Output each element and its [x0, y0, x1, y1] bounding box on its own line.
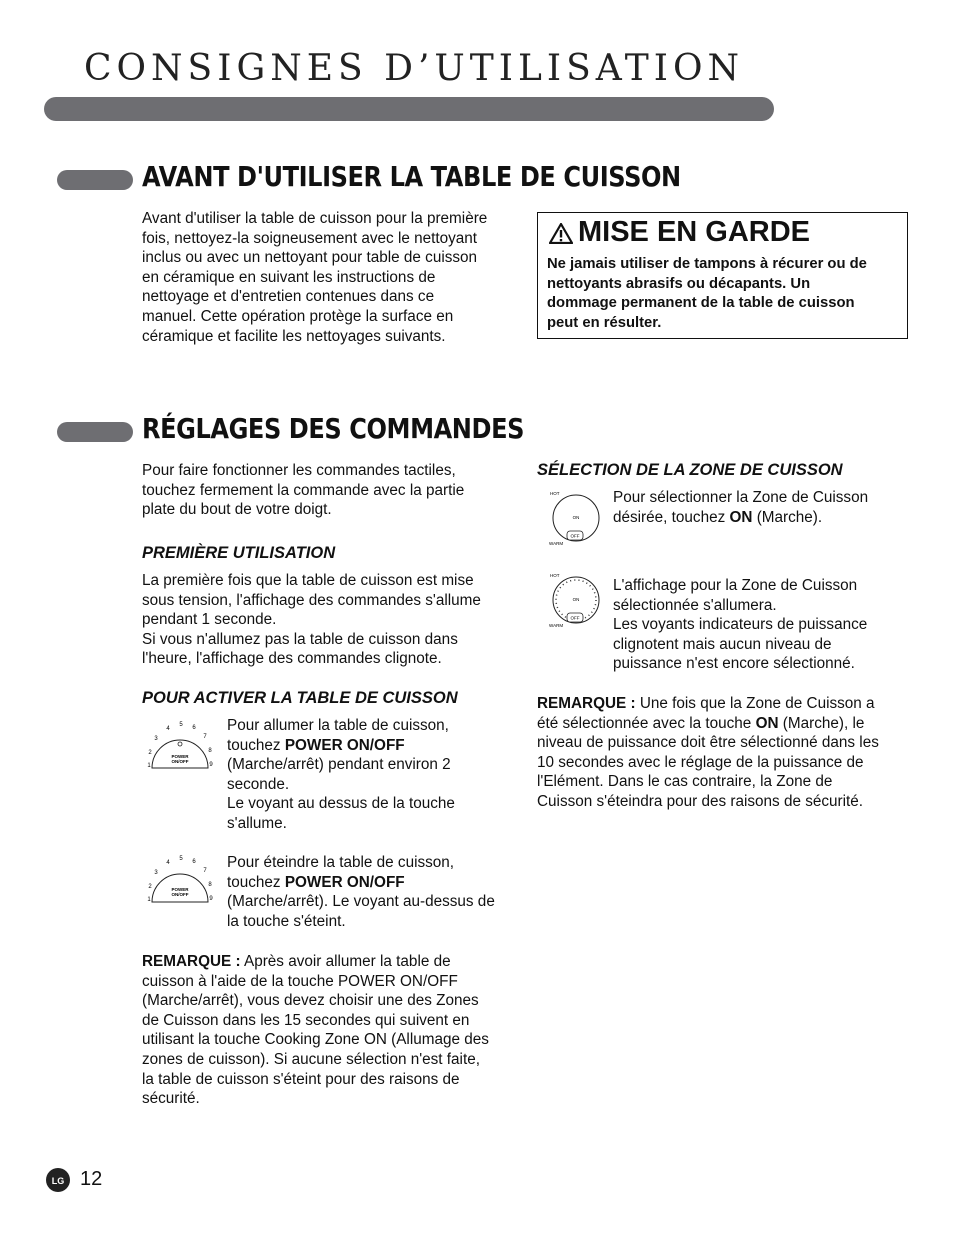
text-line: [537, 714, 908, 734]
text-line: sous tension, l'affichage des commandes s'allume: [142, 591, 481, 609]
text-span: touchez: [227, 736, 285, 754]
text-line: touchez fermement la commande avec la partie: [142, 481, 465, 499]
text-line: utilisant la touche Cooking Zone ON (Allumage des: [142, 1031, 489, 1049]
dial-number: 6: [192, 725, 196, 731]
dial-label: ON/OFF: [171, 759, 189, 764]
text-line: Pour éteindre la table de cuisson,: [227, 854, 455, 871]
dial-number: 8: [208, 882, 212, 888]
caution-box: [537, 212, 908, 339]
power-on-text: [227, 716, 527, 834]
subheading-activate: POUR ACTIVER LA TABLE DE CUISSON: [142, 689, 458, 707]
dial-number: 3: [154, 736, 158, 742]
text-line: puissance n'est encore sélectionné.: [613, 655, 855, 673]
section-marker: [57, 170, 133, 190]
zone-off-label: OFF: [570, 533, 580, 539]
text-span: Après avoir allumer la table de: [240, 953, 451, 970]
controls-intro-text: [142, 461, 527, 520]
text-line: l'Elément. Dans le cas contraire, la Zone de: [537, 773, 833, 791]
dial-number: 2: [148, 884, 152, 890]
text-line: [613, 508, 908, 528]
on-label: ON: [729, 508, 753, 526]
text-line: nettoyage et d'entretien contenues dans ce: [142, 288, 435, 306]
text-span: (Marche), le: [778, 714, 865, 732]
dial-number: 7: [203, 868, 207, 874]
power-on-off-label: POWER ON/OFF: [284, 873, 405, 891]
section-heading-before-use: AVANT D'UTILISER LA TABLE DE CUISSON: [142, 160, 681, 193]
text-line: la table de cuisson s'éteint pour des raisons de: [142, 1070, 460, 1088]
text-line: cuisson à l'aide de la touche POWER ON/OFF: [142, 972, 458, 990]
page-number: 12: [80, 1168, 103, 1190]
dial-label: POWER: [171, 887, 189, 892]
lg-logo: [44, 1166, 72, 1194]
zone-warm-label: WARM: [549, 541, 564, 546]
text-line: clignotent mais aucun niveau de: [613, 635, 832, 653]
section-heading-controls: RÉGLAGES DES COMMANDES: [142, 412, 525, 445]
power-dial-off-illustration: [140, 850, 218, 908]
text-line: Le voyant au dessus de la touche: [227, 795, 455, 813]
text-span: désirée, touchez: [613, 508, 730, 526]
dial-number: 2: [148, 750, 152, 756]
text-line: la touche s'éteint.: [227, 912, 346, 930]
text-line: L'affichage pour la Zone de Cuisson: [613, 577, 858, 594]
text-line: La première fois que la table de cuisson est mise: [142, 572, 474, 589]
dial-number: 1: [147, 763, 151, 769]
text-line: l'heure, l'affichage des commandes clignote.: [142, 650, 442, 668]
dial-number: 5: [179, 722, 183, 728]
zone-on-label: ON: [572, 597, 580, 602]
dial-number: 9: [209, 762, 213, 768]
on-label: ON: [755, 714, 779, 732]
dial-number: 4: [166, 860, 170, 866]
zone-hot-label: HOT: [550, 573, 560, 578]
text-span: Une fois que la Zone de Cuisson a: [635, 695, 875, 712]
note-label: REMARQUE :: [142, 953, 241, 970]
text-line: 10 secondes avec le réglage de la puissance de: [537, 753, 864, 771]
dial-number: 6: [192, 859, 196, 865]
text-line: [227, 736, 527, 756]
zone-note: [537, 694, 908, 812]
text-line: Ne jamais utiliser de tampons à récurer ou de: [547, 256, 867, 272]
dial-number: 3: [154, 870, 158, 876]
warning-icon: [549, 223, 573, 244]
text-line: (Marche/arrêt). Le voyant au-dessus de: [227, 893, 495, 911]
text-line: peut en résulter.: [547, 314, 662, 331]
dial-label: ON/OFF: [171, 892, 189, 897]
text-line: [142, 952, 527, 972]
text-line: céramique et facilite les nettoyages suivants.: [142, 327, 446, 345]
text-line: Cuisson s'éteindra pour des raisons de sécurité.: [537, 792, 864, 810]
text-line: seconde.: [227, 775, 290, 793]
zone-on-illustration: [546, 489, 606, 549]
dial-label: POWER: [171, 754, 189, 759]
text-span: été sélectionnée avec la touche: [537, 714, 756, 732]
text-line: de Cuisson dans les 15 secondes qui suivent en: [142, 1011, 470, 1029]
text-line: nettoyants abrasifs ou décapants. Un: [547, 275, 811, 292]
note-label: REMARQUE :: [537, 695, 636, 712]
text-line: Pour sélectionner la Zone de Cuisson: [613, 489, 869, 506]
text-line: Les voyants indicateurs de puissance: [613, 616, 868, 634]
lg-logo-text: LG: [51, 1176, 65, 1186]
dial-number: 5: [179, 856, 183, 862]
text-line: pendant 1 seconde.: [142, 611, 277, 629]
text-line: Pour faire fonctionner les commandes tactiles,: [142, 462, 456, 479]
text-line: (Marche/arrêt) pendant environ 2: [227, 756, 451, 774]
power-on-off-label: POWER ON/OFF: [284, 736, 405, 754]
text-line: [537, 694, 908, 714]
text-line: (Marche/arrêt), vous devez choisir une des Zones: [142, 992, 479, 1010]
text-span: (Marche).: [752, 508, 823, 526]
zone-off-label: OFF: [570, 615, 580, 621]
before-use-text: [142, 209, 527, 346]
caution-text: [547, 255, 903, 333]
text-line: Si vous n'allumez pas la table de cuisson dans: [142, 630, 458, 648]
text-line: sélectionnée s'allumera.: [613, 596, 777, 614]
text-line: zones de cuisson). Si aucune sélection n'est faite,: [142, 1050, 480, 1068]
dial-number: 8: [208, 748, 212, 754]
zone-on-label: ON: [572, 515, 580, 520]
text-line: Avant d'utiliser la table de cuisson pour la première: [142, 210, 488, 227]
text-line: s'allume.: [227, 814, 287, 832]
zone-warm-label: WARM: [549, 623, 564, 628]
power-off-text: [227, 853, 527, 931]
text-line: inclus ou avec un nettoyant pour table de cuisson: [142, 249, 478, 267]
text-line: niveau de puissance doit être sélectionné dans les: [537, 734, 879, 752]
text-line: manuel. Cette opération protège la surface en: [142, 307, 454, 325]
text-line: dommage permanent de la table de cuisson: [547, 295, 855, 312]
zone-selected-text: [613, 576, 908, 674]
dial-number: 1: [147, 897, 151, 903]
zone-hot-label: HOT: [550, 491, 560, 496]
power-dial-on-illustration: [140, 716, 218, 774]
text-line: en céramique en suivant les instructions de: [142, 268, 436, 286]
text-line: fois, nettoyez-la soigneusement avec le nettoyant: [142, 229, 478, 247]
caution-title: MISE EN GARDE: [578, 216, 811, 248]
first-use-text: [142, 571, 527, 669]
dial-number: 9: [209, 896, 213, 902]
dial-number: 7: [203, 734, 207, 740]
subheading-zone-selection: SÉLECTION DE LA ZONE DE CUISSON: [537, 461, 843, 479]
zone-selected-illustration: [546, 570, 606, 630]
dial-number: 4: [166, 726, 170, 732]
text-line: Pour allumer la table de cuisson,: [227, 717, 449, 734]
text-line: plate du bout de votre doigt.: [142, 501, 332, 519]
text-span: touchez: [227, 873, 285, 891]
section-marker: [57, 422, 133, 442]
zone-select-text: [613, 488, 908, 527]
activate-note: [142, 952, 527, 1109]
text-line: [227, 873, 527, 893]
page-title: CONSIGNES D’UTILISATION: [84, 48, 745, 89]
subheading-first-use: PREMIÈRE UTILISATION: [142, 544, 336, 562]
header-bar: [44, 97, 774, 121]
text-line: sécurité.: [142, 1090, 200, 1108]
